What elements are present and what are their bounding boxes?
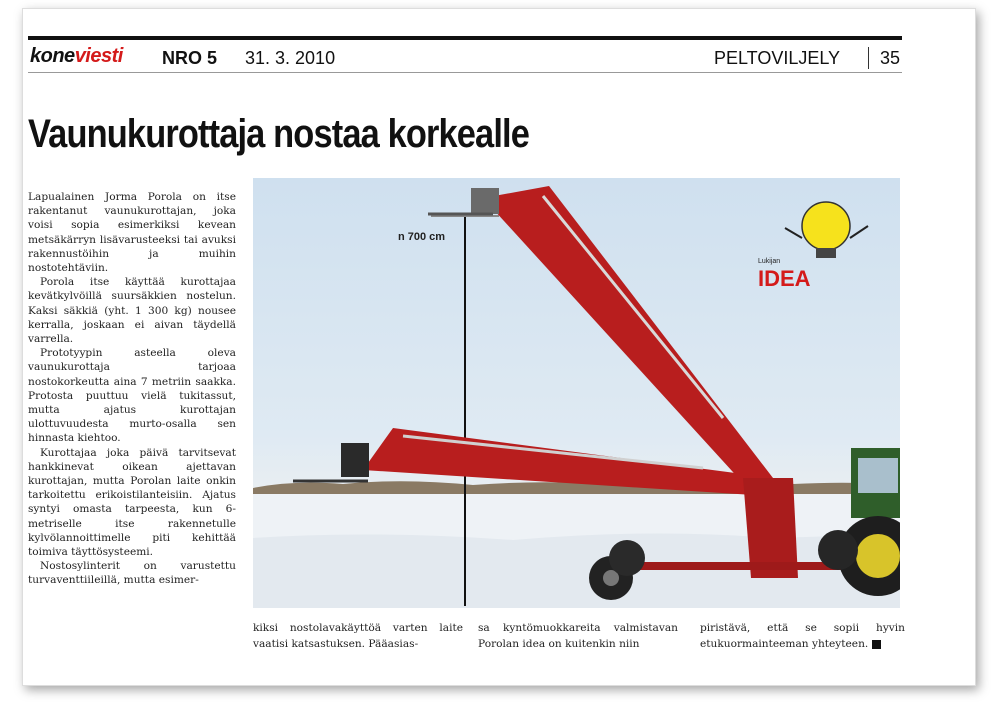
height-label: n 700 cm [398,231,446,243]
tractor-window [858,458,898,493]
column-2-text: kiksi nostolavakäyttöä varten laite vaatisi katsastuksen. Pääasias- [253,622,463,650]
article-column-1 [28,190,236,588]
paragraph-4: Kurottajaa joka päivä tarvitsevat hankkinevat oikean ajettavan kurottajan, mutta Porolan laite onkin tarkoitettu erikoistilanteisiin. Ajatus syntyi omasta tarpeesta, kun 6-metriselle itse rakennetulle kylvölannoittimelle piti kehittää toimiva täyttösysteemi. [28,446,236,559]
paragraph-1: Lapualainen Jorma Porola on itse rakentanut vaunukurottajan, joka voisi sopia esimerkiksi kevean metsäkärryn lisävarusteeksi tai avuksi rakennustöihin ja muihin nostotehtäviin. [28,191,236,275]
wrench-arm-icon [785,228,802,238]
article-photo [253,178,900,608]
logo-part-viesti: viesti [74,45,123,67]
screwdriver-arm-icon [850,226,868,238]
issue-date: 31. 3. 2010 [245,48,336,68]
lowered-fork-carriage [341,443,369,477]
column-4-text: piristävä, että se sopii hyvin etukuormainteeman yhteyteen. [700,622,905,650]
header-rule [28,36,902,40]
logo-part-kone: kone [30,45,75,67]
tractor-front-wheel [818,530,858,570]
header-underline [28,72,902,73]
end-of-article-mark [872,640,881,649]
publication-logo [30,45,123,68]
badge-idea-label: IDEA [758,266,811,291]
trailer-wheel-rear [609,540,645,576]
page-number: 35 [880,48,901,68]
raised-boom-cylinder [543,196,723,418]
lightbulb-icon [802,202,850,250]
article-column-3 [478,620,678,652]
tractor-wheel-rim [856,534,900,578]
trailer-drawbar [613,562,843,570]
paragraph-3: Prototyypin asteella oleva vaunukurottaja tarjoaa nostokorkeutta aina 7 metriin saakka. Protosta puuttuu vielä tukitassut, mutta ajatus kurottajan ulottuvuudesta murto-osalla sen hinnasta kiehtoo. [28,347,236,445]
lightbulb-base [816,248,836,258]
column-3-text: sa kyntömuokkareita valmistavan Porolan idea on kuitenkin niin [478,622,678,650]
raised-fork-carriage [471,188,499,214]
snow-drift [253,533,900,608]
lukijan-idea-badge [758,202,868,291]
paragraph-2: Porola itse käyttää kurottajaa kevätkylvöillä suursäkkien nostelun. Kaksi säkkiä (yht. 1 300 kg) nousee kerralla, joskaan ei aivan täydellä varrella. [28,276,236,346]
section-name: PELTOVILJELY [714,48,841,68]
paragraph-5: Nostosylinterit on varustettu turvaventtiileillä, mutta esimer- [28,560,236,587]
article-title: Vaunukurottaja nostaa korkealle [28,112,530,156]
issue-number: NRO 5 [162,48,218,68]
article-column-2 [253,620,463,652]
photo-illustration [253,178,900,608]
badge-small-label: Lukijan [758,258,781,265]
article-column-4 [700,620,905,652]
header-separator [868,47,869,69]
